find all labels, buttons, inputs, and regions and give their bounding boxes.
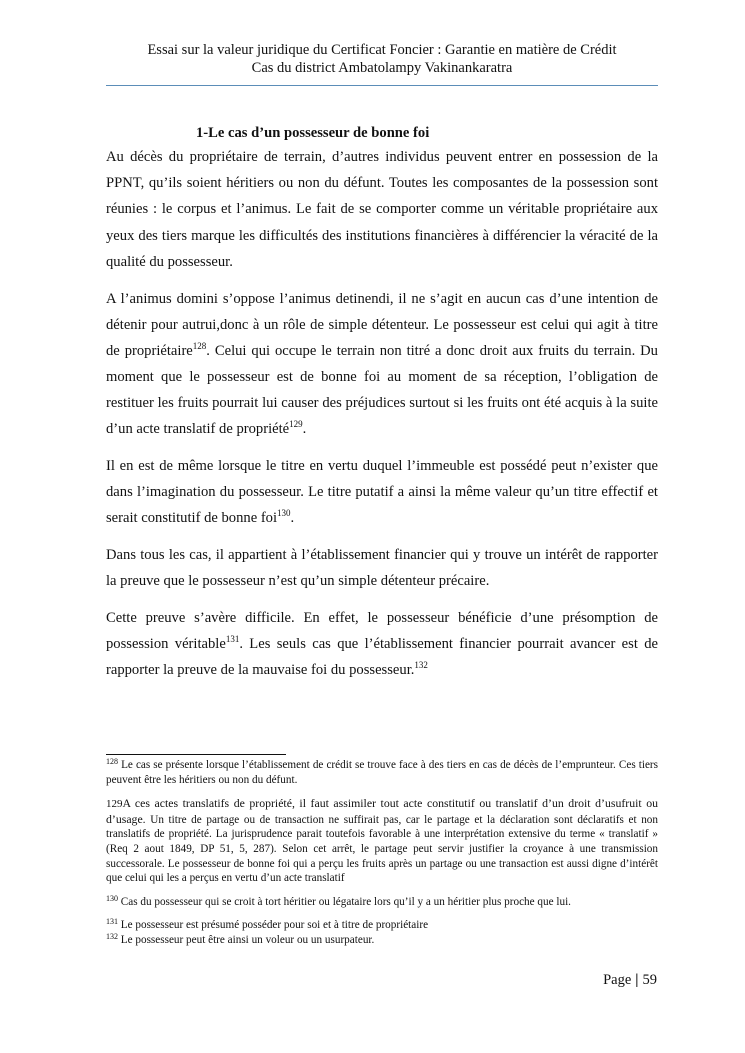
paragraph-text: Cette preuve s’avère difficile. En effet, le possesseur bénéficie d’une présomption de possession véritable: [106, 610, 658, 653]
footnote-number: 128: [106, 757, 118, 766]
paragraph-text: A l’animus domini s’oppose l’animus detinendi, il ne s’agit en aucun cas d’une intention de détenir pour autrui,donc à un rôle de simple détenteur. Le possesseur est celui qui agit à titre de propriétaire: [106, 291, 658, 360]
paragraph-text: Il en est de même lorsque le titre en vertu duquel l’immeuble est possédé peut n’exister que dans l’imagination du possesseur. Le titre putatif a ainsi la même valeur qu’un titre effectif et serait constitutif de bonne foi: [106, 458, 658, 527]
paragraph-text: . Les seuls cas que l’établissement financier pourrait avancer est de rapporter la preuve de la mauvaise foi du possesseur.: [106, 636, 659, 679]
header-title-line: Essai sur la valeur juridique du Certificat Foncier : Garantie en matière de Crédit: [147, 42, 617, 58]
paragraph-5: [106, 605, 658, 683]
paragraph-4: [106, 542, 658, 594]
paragraph-text: . Celui qui occupe le terrain non titré a donc droit aux fruits du terrain. Du moment que le possesseur est de bonne foi au moment de sa réception, l’obligation de restituer les fruits pourrait lui causer des préjudices surtout si les fruits ont été acquis à la suite d’un acte translatif de propriété: [106, 343, 658, 438]
footnote-number: 132: [106, 931, 118, 941]
paragraph-text: .: [302, 421, 307, 438]
footnote-129: [106, 796, 658, 886]
page-footer: [603, 972, 657, 989]
footnote-ref-132[interactable]: 132: [414, 660, 428, 671]
footnote-128: [106, 758, 658, 787]
footnote-divider: [106, 754, 286, 755]
footnote-text: Le possesseur est présumé posséder pour soi et à titre de propriétaire: [118, 919, 429, 932]
footnote-ref-129[interactable]: 129: [289, 419, 303, 430]
footnote-ref-131[interactable]: 131: [225, 634, 240, 645]
section-heading: 1-Le cas d’un possesseur de bonne foi: [196, 125, 430, 141]
page-number: 59: [642, 972, 657, 988]
running-header: [106, 41, 658, 77]
paragraph-text: .: [290, 510, 295, 527]
paragraph-text: Au décès du propriétaire de terrain, d’autres individus peuvent entrer en possession de la PPNT, qu’ils soient héritiers ou non du défunt. Toutes les composantes de la possession sont réunies : le corpus et l’animus. Le fait de se comporter comme un véritable propriétaire aux yeux des tiers marque les difficultés des institutions financières à différencier la véracité de la qualité du possesseur.: [106, 149, 658, 270]
main-text: [106, 122, 658, 694]
header-subtitle-line: Cas du district Ambatolampy Vakinankaratra: [251, 60, 513, 76]
footnotes: [106, 758, 658, 948]
page-separator: |: [635, 972, 639, 988]
header-divider: [106, 85, 658, 86]
footnote-number: 130: [106, 893, 118, 903]
footnote-number: 131: [106, 917, 118, 927]
footnote-number: 129: [106, 798, 123, 811]
footnote-lead-text: A ces actes translatifs de propriété, il faut assimiler tout acte constitutif ou translatif d’un droit d’usufruit ou d’usage.: [106, 796, 658, 826]
footnote-text: Cas du possesseur qui se croit à tort héritier ou légataire lors qu’il y a un héritier plus proche que lui.: [118, 895, 571, 908]
paragraph-1: [106, 144, 658, 275]
footnote-132: [106, 933, 658, 948]
paragraph-2: [106, 286, 658, 442]
footnote-131: [106, 918, 658, 933]
paragraph-3: [106, 453, 658, 531]
footnote-130: [106, 895, 658, 910]
paragraph-text: Dans tous les cas, il appartient à l’établissement financier qui y trouve un intérêt de rapporter la preuve que le possesseur n’est qu’un simple détenteur précaire.: [106, 547, 658, 590]
footnote-text: Le possesseur peut être ainsi un voleur ou un usurpateur.: [118, 933, 375, 946]
footnote-text: Un titre de partage ou de transaction ne suffirait pas, car le partage et la déclaration sont déclaratifs et non translatifs de propriété. La jurisprudence parait toutefois favorable à une interprétation extensive du terme « translatif » (Req 2 aout 1849, DP 51, 5, 287). Selon cet arrêt, le partage peut servir justifier la croyance à une transmission successorale. Le possesseur de bonne foi qui a perçu les fruits après un partage ou une transaction est aussi digne d’intérêt que celui qui les a perçus en vertu d’un acte translatif: [106, 813, 658, 885]
page-label: Page: [603, 972, 632, 988]
footnote-ref-130[interactable]: 130: [277, 508, 291, 519]
footnote-ref-128[interactable]: 128: [192, 341, 207, 352]
footnote-text: Le cas se présente lorsque l’établissement de crédit se trouve face à des tiers en cas de décès de l’emprunteur. Ces tiers peuvent être les héritiers ou non du défunt.: [106, 759, 658, 786]
